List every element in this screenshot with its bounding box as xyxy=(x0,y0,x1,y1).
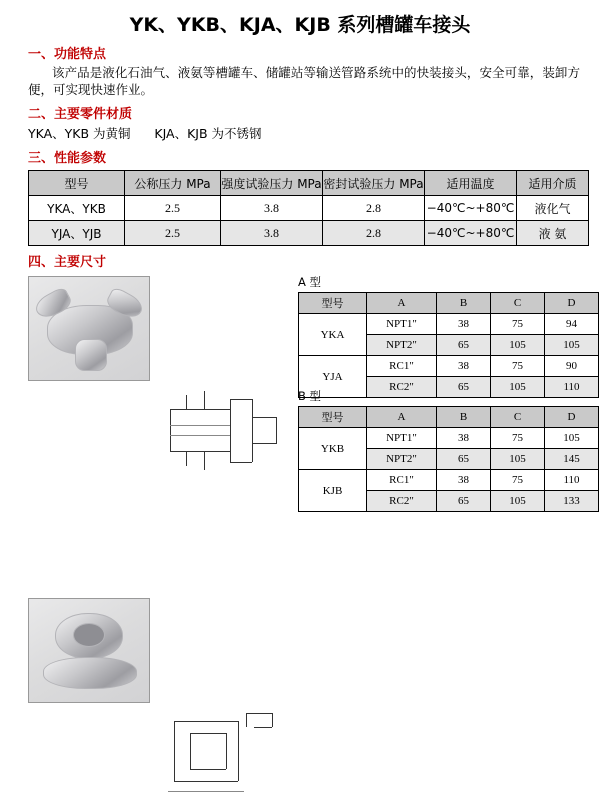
cell-strength-test: 3.8 xyxy=(221,196,323,221)
cell-temperature: −40℃~+80℃ xyxy=(425,221,517,246)
cell-c: 75 xyxy=(491,470,545,491)
table-row xyxy=(29,196,589,221)
cell-a: NPT2" xyxy=(367,449,437,470)
cell-a: NPT1" xyxy=(367,314,437,335)
cell-model: YKB xyxy=(299,428,367,470)
col-header-seal-test: 密封试验压力 MPa xyxy=(323,171,425,196)
cell-d: 145 xyxy=(545,449,599,470)
cell-c: 75 xyxy=(491,428,545,449)
cell-model: YKA、YKB xyxy=(29,196,125,221)
cell-b: 65 xyxy=(437,491,491,512)
cell-nominal-pressure: 2.5 xyxy=(125,196,221,221)
col-header-c: C xyxy=(491,293,545,314)
label-type-b: B 型 xyxy=(298,389,322,403)
coupling-bore-b xyxy=(73,623,105,647)
cell-c: 105 xyxy=(491,377,545,398)
cell-b: 65 xyxy=(437,449,491,470)
table-header-row xyxy=(299,293,599,314)
section-heading-materials: 二、主要零件材质 xyxy=(28,107,133,122)
col-header-model: 型号 xyxy=(299,407,367,428)
features-body: 该产品是液化石油气、液氨等槽罐车、储罐站等输送管路系统中的快装接头，安全可靠，装卸方便，可实现快速作业。 xyxy=(28,65,580,97)
cell-c: 105 xyxy=(491,491,545,512)
cell-c: 75 xyxy=(491,314,545,335)
cell-a: NPT2" xyxy=(367,335,437,356)
photo-type-a xyxy=(28,276,150,381)
table-header-row xyxy=(299,407,599,428)
section-heading-dimensions: 四、主要尺寸 xyxy=(28,255,107,270)
cell-d: 105 xyxy=(545,428,599,449)
col-header-d: D xyxy=(545,293,599,314)
cell-d: 90 xyxy=(545,356,599,377)
cell-d: 94 xyxy=(545,314,599,335)
col-header-nominal-pressure: 公称压力 MPa xyxy=(125,171,221,196)
label-type-a: A 型 xyxy=(298,275,322,289)
drawing-type-b xyxy=(160,703,285,806)
table-block-type-a xyxy=(298,274,598,398)
cell-b: 38 xyxy=(437,356,491,377)
page-title: YK、YKB、KJA、KJB 系列槽罐车接头 xyxy=(129,14,471,36)
table-row xyxy=(299,470,599,491)
cell-seal-test: 2.8 xyxy=(323,196,425,221)
table-row xyxy=(299,314,599,335)
cell-d: 133 xyxy=(545,491,599,512)
dimension-table-b xyxy=(298,406,599,512)
cell-d: 110 xyxy=(545,377,599,398)
cell-b: 65 xyxy=(437,335,491,356)
cell-strength-test: 3.8 xyxy=(221,221,323,246)
table-row xyxy=(299,428,599,449)
cell-model: YJA、YJB xyxy=(29,221,125,246)
col-header-a: A xyxy=(367,407,437,428)
section-heading-performance: 三、性能参数 xyxy=(28,151,107,166)
document-page xyxy=(0,10,600,526)
cell-b: 38 xyxy=(437,314,491,335)
col-header-d: D xyxy=(545,407,599,428)
cell-a: RC2" xyxy=(367,377,437,398)
cell-medium: 液化气 xyxy=(517,196,589,221)
cell-c: 105 xyxy=(491,335,545,356)
cell-b: 65 xyxy=(437,377,491,398)
col-header-medium: 适用介质 xyxy=(517,171,589,196)
col-header-model: 型号 xyxy=(299,293,367,314)
cell-b: 38 xyxy=(437,470,491,491)
cell-medium: 液 氨 xyxy=(517,221,589,246)
col-header-model: 型号 xyxy=(29,171,125,196)
table-block-type-b xyxy=(298,388,598,512)
cell-a: RC1" xyxy=(367,356,437,377)
cell-b: 38 xyxy=(437,428,491,449)
col-header-temperature: 适用温度 xyxy=(425,171,517,196)
cell-a: RC2" xyxy=(367,491,437,512)
cell-model: YKA xyxy=(299,314,367,356)
drawing-type-a xyxy=(160,381,285,484)
cell-c: 105 xyxy=(491,449,545,470)
photo-type-b xyxy=(28,598,150,703)
col-header-c: C xyxy=(491,407,545,428)
cell-model: KJB xyxy=(299,470,367,512)
cell-d: 105 xyxy=(545,335,599,356)
materials-line: YKA、YKB 为黄铜 KJA、KJB 为不锈钢 xyxy=(28,126,262,141)
coupling-flange-b xyxy=(43,657,137,689)
section-heading-features: 一、功能特点 xyxy=(28,47,107,62)
dimensions-section xyxy=(10,274,590,526)
col-header-a: A xyxy=(367,293,437,314)
cell-temperature: −40℃~+80℃ xyxy=(425,196,517,221)
cell-d: 110 xyxy=(545,470,599,491)
col-header-b: B xyxy=(437,293,491,314)
cell-model: YJA xyxy=(299,356,367,398)
table-row xyxy=(299,356,599,377)
table-row xyxy=(29,221,589,246)
cell-c: 75 xyxy=(491,356,545,377)
cell-a: RC1" xyxy=(367,470,437,491)
cell-a: NPT1" xyxy=(367,428,437,449)
cell-nominal-pressure: 2.5 xyxy=(125,221,221,246)
dimension-table-a xyxy=(298,292,599,398)
col-header-b: B xyxy=(437,407,491,428)
performance-table xyxy=(28,170,589,246)
col-header-strength-test: 强度试验压力 MPa xyxy=(221,171,323,196)
coupling-neck-a xyxy=(75,339,107,371)
table-header-row xyxy=(29,171,589,196)
cell-seal-test: 2.8 xyxy=(323,221,425,246)
